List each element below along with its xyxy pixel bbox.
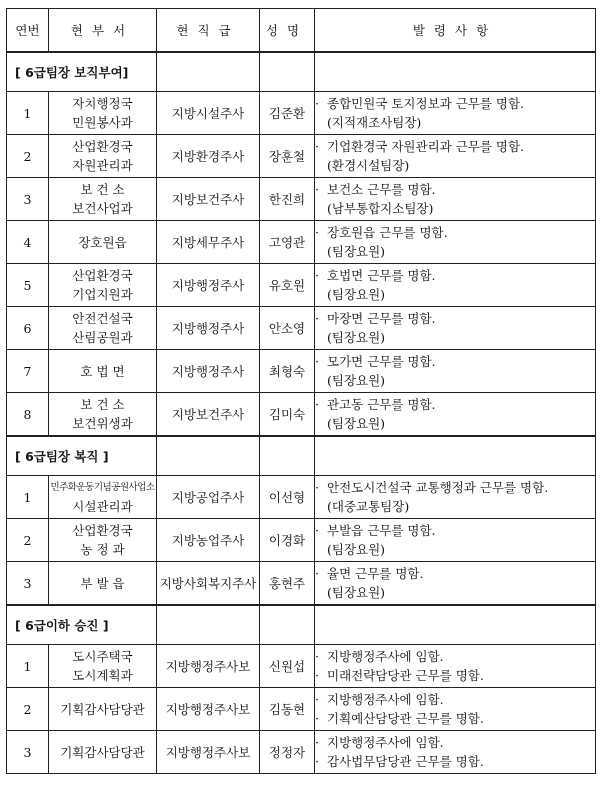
detail-line (315, 199, 595, 218)
section-empty-cell (157, 52, 260, 92)
bullet-mark: · (315, 668, 319, 683)
detail-text: (팀장요원) (327, 416, 386, 431)
person-name: 김준환 (260, 92, 315, 135)
department-line: 보 건 소 (80, 397, 125, 412)
appointment-detail (315, 562, 596, 606)
roster-body (7, 52, 596, 774)
person-name: 신원섭 (260, 645, 315, 688)
person-name: 장훈철 (260, 135, 315, 178)
person-name: 최형숙 (260, 350, 315, 393)
detail-line (315, 564, 595, 583)
department-line: 호 법 면 (80, 363, 125, 379)
department-line: 민주화운동기념공원사업소 (50, 482, 155, 493)
current-grade: 지방행정주사 (157, 350, 260, 393)
detail-line (315, 137, 595, 156)
detail-line (315, 266, 595, 285)
department-line: 장호원읍 (78, 234, 127, 250)
detail-text: 종합민원국 토지정보과 근무를 명함. (327, 96, 525, 111)
detail-line (315, 521, 595, 540)
person-name: 안소영 (260, 307, 315, 350)
detail-text: 안전도시건설국 교통행정과 근무를 명함. (327, 480, 549, 495)
table-row (7, 562, 596, 606)
detail-line (315, 223, 595, 242)
current-department (49, 178, 157, 221)
detail-line (315, 583, 595, 602)
department-line: 보건사업과 (72, 201, 133, 216)
detail-text: (팀장요원) (327, 585, 386, 600)
row-number: 7 (7, 350, 49, 393)
bullet-mark: · (315, 96, 319, 111)
appointment-detail (315, 135, 596, 178)
department-line: 기업지원과 (72, 287, 133, 302)
detail-line (315, 113, 595, 132)
bullet-mark: · (315, 735, 319, 750)
detail-line (315, 285, 595, 304)
detail-text: (환경시설팀장) (327, 158, 410, 173)
row-number: 8 (7, 393, 49, 437)
department-line: 산림공원과 (72, 330, 133, 345)
current-department (49, 393, 157, 437)
table-row (7, 645, 596, 688)
row-number: 1 (7, 92, 49, 135)
detail-text: 기획예산담당관 근무를 명함. (327, 711, 484, 726)
bullet-mark: · (315, 311, 319, 326)
row-number: 2 (7, 519, 49, 562)
current-grade: 지방보건주사 (157, 393, 260, 437)
current-grade: 지방세무주사 (157, 221, 260, 264)
appointment-detail (315, 476, 596, 519)
detail-line (315, 540, 595, 559)
department-line: 부 발 읍 (80, 575, 125, 591)
table-row (7, 350, 596, 393)
current-department (49, 476, 157, 519)
row-number: 5 (7, 264, 49, 307)
header-dept: 현부서 (49, 9, 157, 53)
table-row (7, 92, 596, 135)
appointment-detail (315, 519, 596, 562)
current-department (49, 519, 157, 562)
section-title: [ 6급이하 승진 ] (7, 605, 157, 645)
person-name: 정정자 (260, 731, 315, 774)
row-number: 3 (7, 178, 49, 221)
detail-text: 보건소 근무를 명함. (327, 182, 436, 197)
current-department (49, 92, 157, 135)
person-name: 한진희 (260, 178, 315, 221)
appointment-detail (315, 688, 596, 731)
appointment-detail (315, 264, 596, 307)
row-number: 6 (7, 307, 49, 350)
department-line: 산업환경국 (72, 523, 133, 538)
detail-text: 지방행정주사에 임함. (327, 692, 444, 707)
appointment-detail (315, 731, 596, 774)
detail-text: 지방행정주사에 임함. (327, 735, 444, 750)
detail-line (315, 478, 595, 497)
department-line: 도시주택국 (72, 649, 133, 664)
detail-text: (팀장요원) (327, 287, 386, 302)
detail-line (315, 690, 595, 709)
detail-text: (팀장요원) (327, 373, 386, 388)
detail-text: 미래전략담당관 근무를 명함. (327, 668, 484, 683)
current-department (49, 688, 157, 731)
current-grade: 지방공업주사 (157, 476, 260, 519)
detail-line (315, 352, 595, 371)
detail-text: 장호원읍 근무를 명함. (327, 225, 448, 240)
department-line: 도시계획과 (72, 668, 133, 683)
bullet-mark: · (315, 268, 319, 283)
bullet-mark: · (315, 692, 319, 707)
appointment-detail (315, 92, 596, 135)
detail-text: 관고동 근무를 명함. (327, 397, 436, 412)
row-number: 3 (7, 731, 49, 774)
current-department (49, 221, 157, 264)
appointment-detail (315, 178, 596, 221)
detail-line (315, 666, 595, 685)
department-line: 자치행정국 (72, 96, 133, 111)
table-row (7, 688, 596, 731)
detail-text: 모가면 근무를 명함. (327, 354, 436, 369)
current-department (49, 731, 157, 774)
current-department (49, 350, 157, 393)
department-line: 산업환경국 (72, 268, 133, 283)
detail-line (315, 752, 595, 771)
detail-text: (대중교통팀장) (327, 499, 410, 514)
current-grade: 지방환경주사 (157, 135, 260, 178)
detail-line (315, 395, 595, 414)
bullet-mark: · (315, 523, 319, 538)
person-name: 김동현 (260, 688, 315, 731)
current-grade: 지방행정주사보 (157, 688, 260, 731)
person-name: 이선형 (260, 476, 315, 519)
table-row (7, 476, 596, 519)
person-name: 유호원 (260, 264, 315, 307)
appointment-detail (315, 221, 596, 264)
department-line: 안전건설국 (72, 311, 133, 326)
detail-text: 마장면 근무를 명함. (327, 311, 436, 326)
section-empty-cell (157, 605, 260, 645)
header-detail: 발령사항 (315, 9, 596, 53)
bullet-mark: · (315, 480, 319, 495)
appointment-detail (315, 645, 596, 688)
table-row (7, 731, 596, 774)
department-line: 보건위생과 (72, 416, 133, 431)
detail-text: (지적재조사팀장) (327, 115, 422, 130)
detail-line (315, 709, 595, 728)
section-empty-cell (315, 436, 596, 476)
table-row (7, 135, 596, 178)
bullet-mark: · (315, 566, 319, 581)
detail-line (315, 733, 595, 752)
detail-line (315, 180, 595, 199)
department-line: 시설관리과 (72, 499, 133, 514)
bullet-mark: · (315, 139, 319, 154)
person-name: 김미숙 (260, 393, 315, 437)
department-line: 기획감사담당관 (60, 701, 145, 717)
current-grade: 지방행정주사보 (157, 645, 260, 688)
header-name: 성명 (260, 9, 315, 53)
bullet-mark: · (315, 754, 319, 769)
detail-text: 기업환경국 자원관리과 근무를 명함. (327, 139, 525, 154)
detail-line (315, 414, 595, 433)
detail-line (315, 497, 595, 516)
current-grade: 지방행정주사 (157, 307, 260, 350)
person-name: 고영관 (260, 221, 315, 264)
department-line: 자원관리과 (72, 158, 133, 173)
detail-line (315, 328, 595, 347)
detail-line (315, 371, 595, 390)
person-name: 홍현주 (260, 562, 315, 606)
section-title: [ 6급팀장 보직부여] (7, 52, 157, 92)
department-line: 산업환경국 (72, 139, 133, 154)
current-grade: 지방시설주사 (157, 92, 260, 135)
section-empty-cell (157, 436, 260, 476)
bullet-mark: · (315, 354, 319, 369)
department-line: 기획감사담당관 (60, 744, 145, 760)
detail-text: 지방행정주사에 임함. (327, 649, 444, 664)
department-line: 민원봉사과 (72, 115, 133, 130)
section-title: [ 6급팀장 복직 ] (7, 436, 157, 476)
section-header-row (7, 436, 596, 476)
current-department (49, 562, 157, 606)
current-department (49, 645, 157, 688)
table-row (7, 264, 596, 307)
detail-text: 부발읍 근무를 명함. (327, 523, 436, 538)
bullet-mark: · (315, 649, 319, 664)
header-grade: 현직급 (157, 9, 260, 53)
section-empty-cell (315, 605, 596, 645)
current-grade: 지방보건주사 (157, 178, 260, 221)
detail-text: 호법면 근무를 명함. (327, 268, 436, 283)
table-row (7, 393, 596, 437)
row-number: 4 (7, 221, 49, 264)
detail-text: 율면 근무를 명함. (327, 566, 424, 581)
appointment-detail (315, 393, 596, 437)
bullet-mark: · (315, 397, 319, 412)
section-empty-cell (260, 52, 315, 92)
department-line: 농 정 과 (80, 542, 125, 557)
detail-line (315, 309, 595, 328)
detail-line (315, 647, 595, 666)
current-department (49, 264, 157, 307)
detail-text: (팀장요원) (327, 244, 386, 259)
table-row (7, 519, 596, 562)
section-empty-cell (315, 52, 596, 92)
current-grade: 지방행정주사 (157, 264, 260, 307)
personnel-roster-table (6, 8, 596, 774)
bullet-mark: · (315, 182, 319, 197)
section-empty-cell (260, 436, 315, 476)
table-row (7, 178, 596, 221)
appointment-detail (315, 350, 596, 393)
current-grade: 지방사회복지주사 (157, 562, 260, 606)
current-department (49, 307, 157, 350)
table-row (7, 221, 596, 264)
detail-line (315, 242, 595, 261)
section-header-row (7, 52, 596, 92)
detail-line (315, 156, 595, 175)
current-department (49, 135, 157, 178)
detail-text: 감사법무담당관 근무를 명함. (327, 754, 484, 769)
detail-text: (팀장요원) (327, 542, 386, 557)
detail-text: (팀장요원) (327, 330, 386, 345)
table-row (7, 307, 596, 350)
row-number: 2 (7, 135, 49, 178)
row-number: 3 (7, 562, 49, 606)
bullet-mark: · (315, 225, 319, 240)
person-name: 이경화 (260, 519, 315, 562)
detail-line (315, 94, 595, 113)
section-header-row (7, 605, 596, 645)
current-grade: 지방행정주사보 (157, 731, 260, 774)
row-number: 2 (7, 688, 49, 731)
row-number: 1 (7, 476, 49, 519)
bullet-mark: · (315, 711, 319, 726)
row-number: 1 (7, 645, 49, 688)
current-grade: 지방농업주사 (157, 519, 260, 562)
header-no: 연번 (7, 9, 49, 53)
appointment-detail (315, 307, 596, 350)
detail-text: (남부통합지소팀장) (327, 201, 434, 216)
department-line: 보 건 소 (80, 182, 125, 197)
header-row (7, 9, 596, 53)
section-empty-cell (260, 605, 315, 645)
